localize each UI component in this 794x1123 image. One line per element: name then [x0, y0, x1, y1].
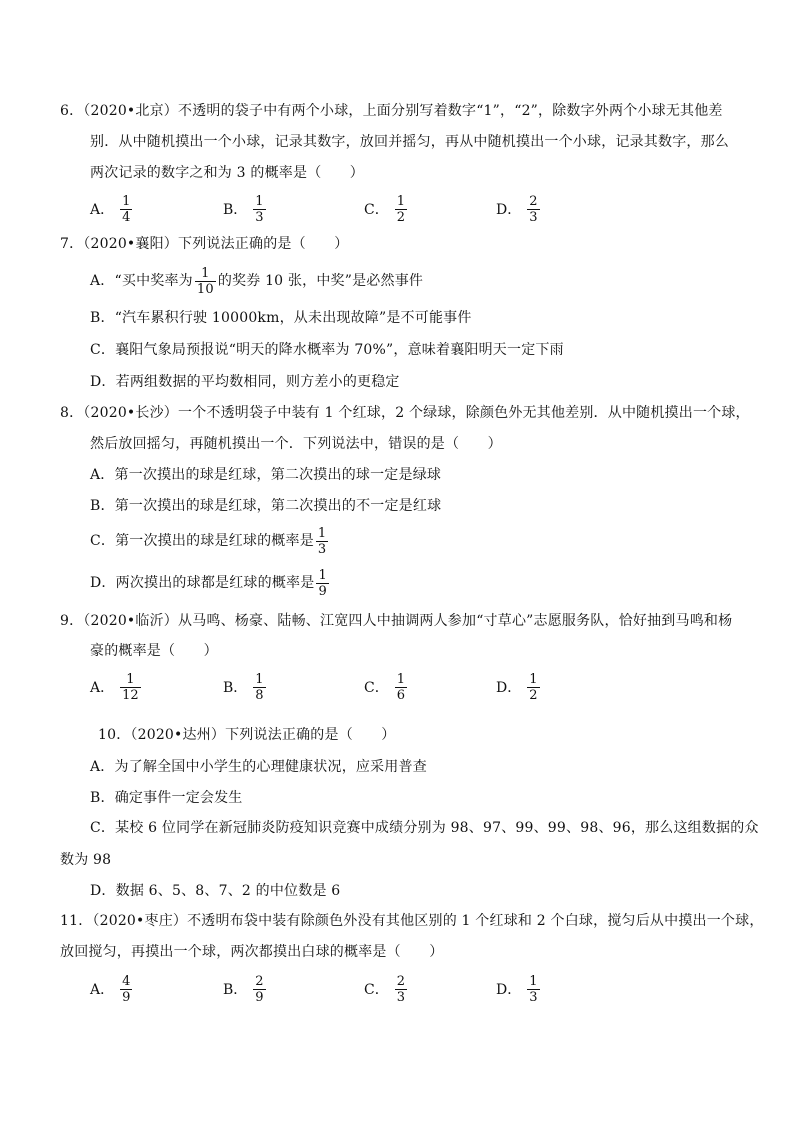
option-label: B．: [223, 982, 248, 998]
numerator: 2: [529, 193, 538, 209]
q7-option-d: D．若两组数据的平均数相同，则方差小的更稳定: [90, 374, 400, 390]
q6-line-1: 6．（2020•北京）不透明的袋子中有两个小球，上面分别写着数字“1”，“2”，除数字外两个小球无其他差: [60, 103, 723, 119]
numerator: 2: [255, 973, 264, 989]
q8-option-a: A．第一次摸出的球是红球，第二次摸出的球一定是绿球: [90, 467, 442, 483]
numerator: 1: [126, 671, 135, 687]
fraction: [527, 194, 539, 225]
q9-option-d: [496, 667, 542, 707]
option-label: D．: [496, 982, 522, 998]
q8-option-d: [90, 564, 331, 602]
q6-option-c: [364, 189, 409, 229]
denominator: 3: [255, 209, 264, 225]
q11-option-b: [223, 969, 268, 1009]
q8-option-d-text: D．两次摸出的球都是红球的概率是: [90, 575, 315, 591]
numerator: 1: [317, 525, 327, 541]
q6-line-2: 别．从中随机摸出一个小球，记录其数字，放回并摇匀，再从中随机摸出一个小球，记录其数字，那么: [90, 134, 729, 150]
q10-option-b: B．确定事件一定会发生: [90, 790, 243, 806]
option-label: B．: [223, 202, 248, 218]
option-label: C．: [364, 202, 389, 218]
q6-option-b: [223, 189, 268, 229]
option-label: C．: [364, 982, 389, 998]
fraction: [253, 672, 265, 703]
fraction: [527, 974, 539, 1005]
fraction: [395, 194, 407, 225]
numerator: 1: [396, 193, 405, 209]
q11-options: [0, 969, 794, 1009]
fraction: [395, 672, 407, 703]
q9-option-c: [364, 667, 409, 707]
fraction: [120, 974, 132, 1005]
option-label: D．: [496, 202, 522, 218]
q10-option-d: D．数据 6、5、8、7、2 的中位数是 6: [90, 883, 341, 899]
q7-option-b: B．“汽车累积行驶 10000km，从未出现故障”是不可能事件: [90, 310, 472, 326]
q10-option-c-line-2: 数为 98: [60, 852, 112, 868]
q6-line-3: 两次记录的数字之和为 3 的概率是（ ）: [90, 165, 365, 181]
denominator: 2: [396, 209, 405, 225]
q9-line-2: 豪的概率是（ ）: [90, 643, 218, 659]
fraction: [527, 672, 539, 703]
fraction: [120, 672, 141, 703]
q9-option-b: [223, 667, 268, 707]
q8-option-c-text: C．第一次摸出的球是红球的概率是: [90, 533, 314, 549]
numerator: 1: [529, 671, 538, 687]
numerator: 2: [396, 973, 405, 989]
option-label: C．: [364, 680, 389, 696]
q10-stem: 10．（2020•达州）下列说法正确的是（ ）: [98, 727, 396, 743]
q11-option-a: [90, 969, 134, 1009]
q9-line-1: 9．（2020•临沂）从马鸣、杨豪、陆畅、江宽四人中抽调两人参加“寸草心”志愿服务队，恰好抽到马鸣和杨: [60, 613, 733, 629]
denominator: 4: [122, 209, 131, 225]
q11-option-d: [496, 969, 542, 1009]
numerator: 1: [318, 567, 327, 583]
numerator: 1: [396, 671, 405, 687]
denominator: 9: [318, 583, 327, 599]
q10-option-a: A．为了解全国中小学生的心理健康状况，应采用普查: [90, 759, 427, 775]
denominator: 9: [122, 989, 131, 1005]
denominator: 12: [122, 687, 139, 703]
q10-option-c-line-1: C．某校 6 位同学在新冠肺炎防疫知识竞赛中成绩分别为 98、97、99、99、98、96，那么这组数据的众: [90, 820, 759, 836]
denominator: 3: [529, 989, 538, 1005]
numerator: 1: [122, 193, 131, 209]
q6-option-a: [90, 189, 134, 229]
q7-stem: 7．（2020•襄阳）下列说法正确的是（ ）: [60, 236, 349, 252]
numerator: 1: [529, 973, 538, 989]
option-label: A．: [90, 982, 115, 998]
fraction: [316, 526, 328, 557]
denominator: 10: [196, 281, 214, 297]
q7-option-a: [90, 263, 423, 299]
fraction: [120, 194, 132, 225]
q8-line-2: 然后放回摇匀，再随机摸出一个．下列说法中，错误的是（ ）: [90, 436, 502, 452]
q6-options: [0, 189, 794, 229]
denominator: 3: [317, 541, 327, 557]
fraction: [253, 194, 265, 225]
q11-option-c: [364, 969, 409, 1009]
fraction: [316, 568, 328, 599]
numerator: 1: [255, 193, 264, 209]
q9-option-a: [90, 667, 143, 707]
numerator: 1: [201, 265, 210, 281]
numerator: 1: [255, 671, 264, 687]
denominator: 8: [255, 687, 264, 703]
q8-line-1: 8．（2020•长沙）一个不透明袋子中装有 1 个红球，2 个绿球，除颜色外无其他差别．从中随机摸出一个球，: [60, 405, 750, 421]
denominator: 3: [529, 209, 538, 225]
denominator: 9: [255, 989, 264, 1005]
q7-option-a-text-post: 的奖券 10 张，中奖”是必然事件: [217, 273, 424, 289]
option-label: A．: [90, 202, 115, 218]
q8-option-b: B．第一次摸出的球是红球，第二次摸出的不一定是红球: [90, 498, 442, 514]
q11-line-1: 11．（2020•枣庄）不透明布袋中装有除颜色外没有其他区别的 1 个红球和 2 个白球，搅匀后从中摸出一个球，: [60, 913, 764, 929]
q8-option-c: [90, 522, 330, 560]
q6-option-d: [496, 189, 542, 229]
option-label: B．: [223, 680, 248, 696]
option-label: D．: [496, 680, 522, 696]
fraction: [253, 974, 265, 1005]
denominator: 6: [396, 687, 405, 703]
denominator: 3: [396, 989, 405, 1005]
q11-line-2: 放回搅匀，再摸出一个球，两次都摸出白球的概率是（ ）: [60, 944, 444, 960]
fraction: [195, 266, 216, 297]
numerator: 4: [122, 973, 131, 989]
q9-options: [0, 667, 794, 707]
q7-option-a-text: A．“买中奖率为: [90, 273, 193, 289]
fraction: [395, 974, 407, 1005]
denominator: 2: [529, 687, 538, 703]
option-label: A．: [90, 680, 115, 696]
q7-option-c: C．襄阳气象局预报说“明天的降水概率为 70%”，意味着襄阳明天一定下雨: [90, 342, 564, 358]
